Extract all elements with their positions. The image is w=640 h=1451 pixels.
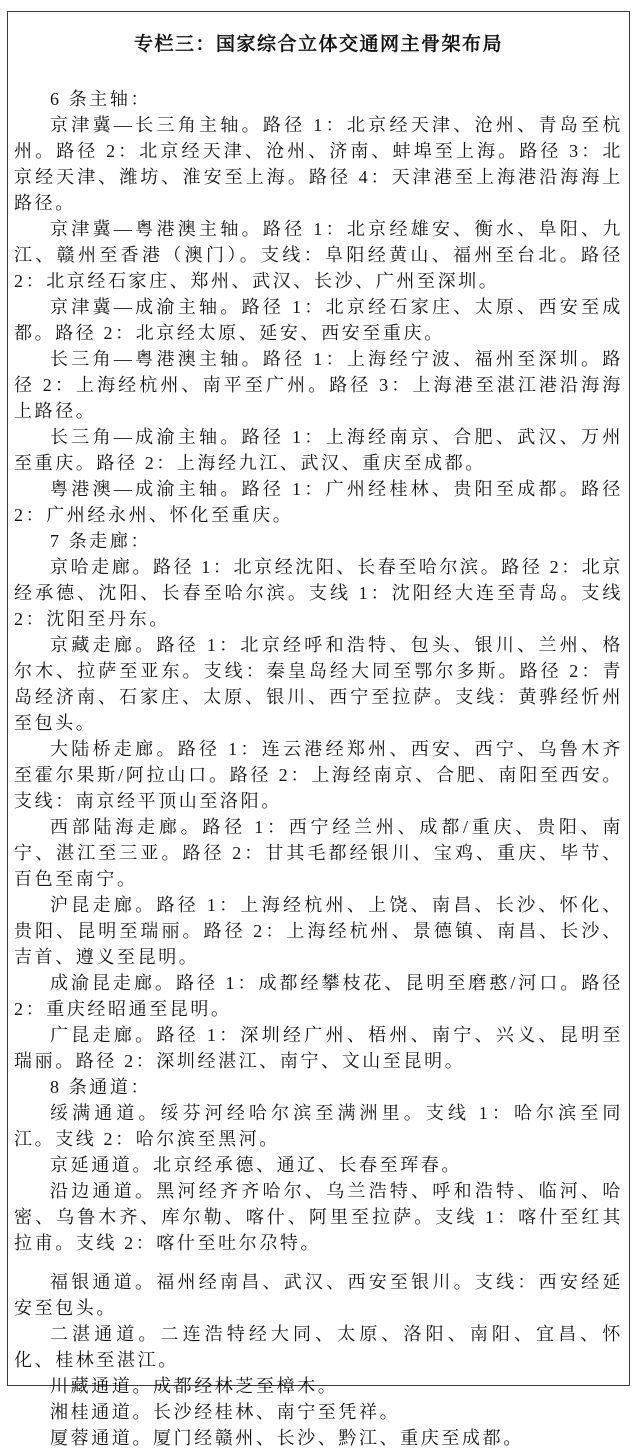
section-heading: 8 条通道： [50, 1077, 152, 1097]
paragraph: 沿边通道。黑河经齐齐哈尔、乌兰浩特、呼和浩特、临河、哈密、乌鲁木齐、库尔勒、喀什、阿里至拉萨。支线 1：喀什至红其拉甫。支线 2：喀什至吐尔尕特。 [14, 1181, 623, 1253]
paragraph: 粤港澳—成渝主轴。路径 1：广州经桂林、贵阳至成都。路径 2：广州经永州、怀化至重庆。 [14, 479, 623, 525]
paragraph: 京津冀—成渝主轴。路径 1：北京经石家庄、太原、西安至成都。路径 2：北京经太原、延安、西安至重庆。 [14, 297, 623, 343]
paragraph: 川藏通道。成都经林芝至樟木。 [50, 1376, 339, 1396]
paragraph: 京津冀—粤港澳主轴。路径 1：北京经雄安、衡水、阜阳、九江、赣州至香港（澳门）。支线：阜阳经黄山、福州至台北。路径 2：北京经石家庄、郑州、武汉、长沙、广州至深圳。 [14, 219, 623, 291]
paragraph: 绥满通道。绥芬河经哈尔滨至满洲里。支线 1：哈尔滨至同江。支线 2：哈尔滨至黑河。 [14, 1103, 623, 1149]
column-box [7, 11, 630, 1448]
column-content [14, 86, 623, 1451]
paragraph: 京延通道。北京经承德、通辽、长春至珲春。 [50, 1155, 462, 1175]
paragraph: 京津冀—长三角主轴。路径 1：北京经天津、沧州、青岛至杭州。路径 2：北京经天津、沧州、济南、蚌埠至上海。路径 3：北京经天津、潍坊、淮安至上海。路径 4：天津港至上海港沿海海上路径。 [14, 115, 623, 213]
section-heading: 6 条主轴： [50, 89, 152, 109]
paragraph: 厦蓉通道。厦门经赣州、长沙、黔江、重庆至成都。 [50, 1428, 524, 1448]
paragraph: 大陆桥走廊。路径 1：连云港经郑州、西安、西宁、乌鲁木齐至霍尔果斯/阿拉山口。路径 2：上海经南京、合肥、南阳至西安。支线：南京经平顶山至洛阳。 [14, 739, 623, 811]
paragraph: 京哈走廊。路径 1：北京经沈阳、长春至哈尔滨。路径 2：北京经承德、沈阳、长春至哈尔滨。支线 1：沈阳经大连至青岛。支线 2：沈阳至丹东。 [14, 557, 623, 629]
paragraph: 二湛通道。二连浩特经大同、太原、洛阳、南阳、宜昌、怀化、桂林至湛江。 [14, 1324, 623, 1370]
paragraph: 长三角—粤港澳主轴。路径 1：上海经宁波、福州至深圳。路径 2：上海经杭州、南平至广州。路径 3：上海港至湛江港沿海海上路径。 [14, 349, 623, 421]
paragraph: 沪昆走廊。路径 1：上海经杭州、上饶、南昌、长沙、怀化、贵阳、昆明至瑞丽。路径 2：上海经杭州、景德镇、南昌、长沙、吉首、遵义至昆明。 [14, 895, 623, 967]
section-heading: 7 条走廊： [50, 531, 152, 551]
paragraph: 广昆走廊。路径 1：深圳经广州、梧州、南宁、兴义、昆明至瑞丽。路径 2：深圳经湛江、南宁、文山至昆明。 [14, 1025, 623, 1071]
paragraph: 湘桂通道。长沙经桂林、南宁至凭祥。 [50, 1402, 401, 1422]
paragraph: 成渝昆走廊。路径 1：成都经攀枝花、昆明至磨憨/河口。路径 2：重庆经昭通至昆明。 [14, 973, 623, 1019]
column-title: 专栏三：国家综合立体交通网主骨架布局 [133, 34, 503, 55]
paragraph: 西部陆海走廊。路径 1：西宁经兰州、成都/重庆、贵阳、南宁、湛江至三亚。路径 2：甘其毛都经银川、宝鸡、重庆、毕节、百色至南宁。 [14, 817, 623, 889]
paragraph: 长三角—成渝主轴。路径 1：上海经南京、合肥、武汉、万州至重庆。路径 2：上海经九江、武汉、重庆至成都。 [14, 427, 623, 473]
paragraph: 福银通道。福州经南昌、武汉、西安至银川。支线：西安经延安至包头。 [14, 1272, 623, 1318]
paragraph: 京藏走廊。路径 1：北京经呼和浩特、包头、银川、兰州、格尔木、拉萨至亚东。支线：秦皇岛经大同至鄂尔多斯。路径 2：青岛经济南、石家庄、太原、银川、西宁至拉萨。支线：黄骅经忻州至包头。 [14, 635, 623, 733]
